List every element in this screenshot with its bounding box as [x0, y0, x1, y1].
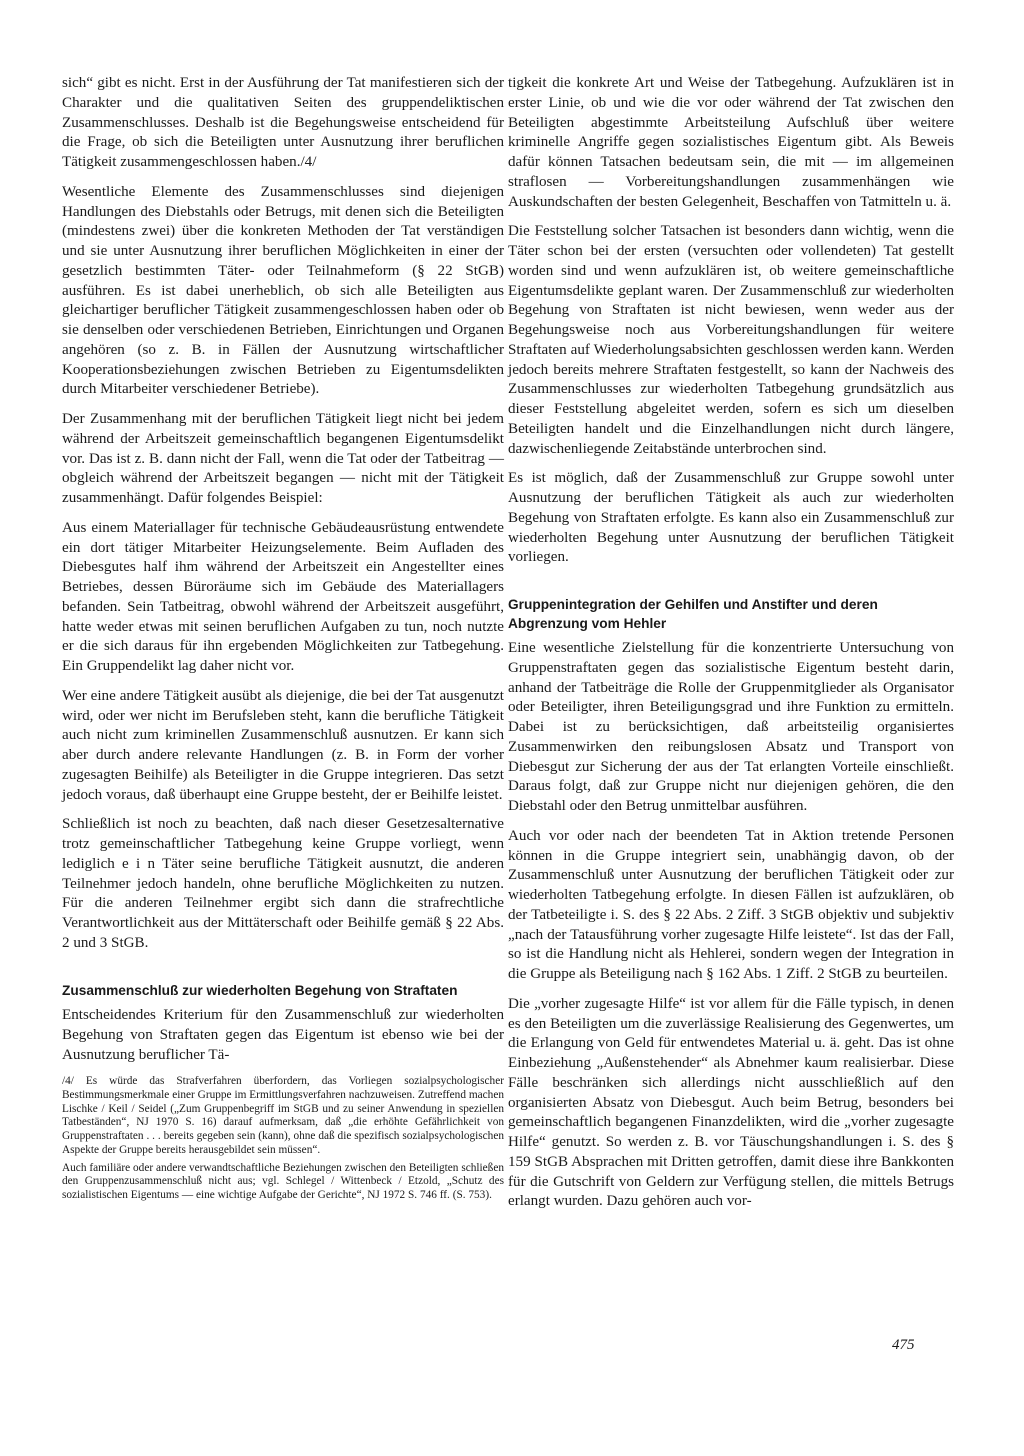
body-paragraph: Eine wesentliche Zielstellung für die konzentrierte Untersuchung von Gruppenstraftaten gegen das sozialistische Eigentum besteht darin, anhand der Tatbeiträge die Rolle der Gruppenmitglieder als Organisator oder Beteiligter, ihren Beteiligungsgrad und ihre Funktion zu ermitteln. Dabei ist zu berücksichtigen, daß arbeitsteilig organisiertes Zusammenwirken den reibungslosen Absatz und Transport von Diebesgut zur Sicherung der aus der Tat erlangten Vorteile einschließt. Daraus folgt, daß zur Gruppe nicht nur diejenigen gehören, die den Diebstahl oder den Betrug unmittelbar ausführen. — [508, 640, 954, 815]
body-paragraph: Wer eine andere Tätigkeit ausübt als diejenige, die bei der Tat ausgenutzt wird, oder wer nicht im Berufsleben steht, kann die berufliche Tätigkeit auch nicht zum kriminellen Zusammenschluß ausnutzen. Er kann sich aber durch andere relevante Handlungen (z. B. in Form der vorher zugesagten Beihilfe) als Beteiligter in die Gruppe integrieren. Das setzt jedoch voraus, daß überhaupt eine Gruppe besteht, der er Beihilfe leistet. — [62, 687, 504, 803]
footnote: Auch familiäre oder andere verwandtschaftliche Beziehungen zwischen den Beteiligten schließen den Gruppenzusammenschluß nicht aus; vgl. Schlegel / Wittenbeck / Etzold, „Schutz des sozialistischen Eigentums — eine wichtige Aufgabe der Gerichte“, NJ 1972 S. 746 ff. (S. 753). — [62, 1161, 504, 1201]
left-column — [62, 74, 504, 1207]
body-paragraph: tigkeit die konkrete Art und Weise der Tatbegehung. Aufzuklären ist in erster Linie, ob und wie die vor oder während der Tat zwischen den Beteiligten abgestimmte Arbeitsteilung Aufschluß über weitere kriminelle Angriffe gegen sozialistisches Eigentum gibt. Als Beweis dafür können Tatsachen bedeutsam sein, die mit — im allgemeinen straflosen — Vorbereitungshandlungen zusammenhängen wie Auskundschaften der besten Gelegenheit, Beschaffen von Tatmitteln u. ä. — [508, 75, 954, 210]
body-paragraph: Entscheidendes Kriterium für den Zusammenschluß zur wiederholten Begehung von Straftaten gegen das Eigentum ist ebenso wie bei der Ausnutzung beruflicher Tä- — [62, 1007, 504, 1063]
footnotes — [62, 1075, 504, 1202]
body-paragraph: Schließlich ist noch zu beachten, daß nach dieser Gesetzesalternative trotz gemeinschaftlicher Tatbegehung keine Gruppe vorliegt, wenn lediglich e i n Täter seine berufliche Tätigkeit ausnutzt, die anderen Teilnehmer jedoch handeln, ohne berufliche Möglichkeiten zu nutzen. Für die anderen Teilnehmer ergibt sich dann die strafrechtliche Verantwortlichkeit aus der Mittäterschaft oder Beihilfe gemäß § 22 Abs. 2 und 3 StGB. — [62, 816, 504, 951]
body-paragraph: Aus einem Materiallager für technische Gebäudeausrüstung entwendete ein dort tätiger Mitarbeiter Heizungselemente. Beim Aufladen des Diebesgutes half ihm während der Arbeitszeit ein Angestellter eines Betriebes, dessen Büroräume sich im Gebäude des Materiallagers befanden. Sein Tatbeitrag, obwohl während der Arbeitszeit ausgeführt, hatte weder etwas mit seinen beruflichen Aufgaben zu tun, noch nutzte er die sich daraus für ihn ergebenden Möglichkeiten zur Tatbegehung. Ein Gruppendelikt lag daher nicht vor. — [62, 519, 504, 674]
body-paragraph: Der Zusammenhang mit der beruflichen Tätigkeit liegt nicht bei jedem während der Arbeitszeit gemeinschaftlich begangenen Eigentumsdelikt vor. Das ist z. B. dann nicht der Fall, wenn die Tat oder der Tatbeitrag — obgleich während der Arbeitszeit begangen — nicht mit der Tätigkeit zusammenhängt. Dafür folgendes Beispiel: — [62, 411, 504, 506]
body-paragraph: Die „vorher zugesagte Hilfe“ ist vor allem für die Fälle typisch, in denen es den Beteiligten um die zuverlässige Realisierung des Gegenwertes, um die Erlangung von Geld für entwendetes Material u. ä. geht. Das ist ohne Einbeziehung „Außenstehender“ als Abnehmer kaum realisierbar. Diese Fälle beschränken sich allerdings nicht ausschließlich auf den organisierten Absatz von Diebesgut. Auch beim Betrug, besonders bei gemeinschaftlich begangenen Finanzdelikten, wird die „vorher zugesagte Hilfe“ genutzt. So werden z. B. vor Täuschungshandlungen i. S. des § 159 StGB Absprachen mit Dritten getroffen, damit diese ihre Bankkonten für die Gutschrift von Geldern zur Verfügung stellen, die mittels Betrugs erlangt wurden. Dazu gehören auch vor- — [508, 995, 954, 1210]
page-number: 475 — [892, 1337, 915, 1353]
body-paragraph: Auch vor oder nach der beendeten Tat in Aktion tretende Personen können in die Gruppe integriert sein, unabhängig davon, ob der Zusammenschluß unter Ausnutzung der beruflichen Tätigkeit oder zur wiederholten Tatbegehung erfolgte. In diesen Fällen ist aufzuklären, ob der Tatbeteiligte i. S. des § 22 Abs. 2 Ziff. 3 StGB objektiv und subjektiv „nach der Tatausführung vorher zugesagte Hilfe leistete“. Ist das der Fall, so ist die Handlung nicht als Hehlerei, sondern wegen der Integration in die Gruppe als Beteiligung nach § 162 Abs. 1 Ziff. 2 StGB zu beurteilen. — [508, 827, 954, 983]
body-paragraph: sich“ gibt es nicht. Erst in der Ausführung der Tat manifestieren sich der Charakter und die qualitativen Seiten des gruppendeliktischen Zusammenschlusses. Deshalb ist die Begehungsweise entscheidend für die Frage, ob sich die Beteiligten unter Ausnutzung ihrer beruflichen Tätigkeit zusammengeschlossen haben./4/ — [62, 75, 504, 170]
body-paragraph: Es ist möglich, daß der Zusammenschluß zur Gruppe sowohl unter Ausnutzung der beruflichen Tätigkeit als auch zur wiederholten Begehung von Straftaten erfolgte. Es kann also ein Zusammenschluß zur wiederholten Begehung unter Ausnutzung der beruflichen Tätigkeit vorliegen. — [508, 470, 954, 566]
right-column — [508, 74, 954, 1222]
body-paragraph: Wesentliche Elemente des Zusammenschlusses sind diejenigen Handlungen des Diebstahls oder Betrugs, mit denen sich die Beteiligten (mindestens zwei) über die konkreten Methoden der Tat verständigen und sie unter Ausnutzung ihrer beruflichen Möglichkeiten in einer der gesetzlich bestimmten Täter- oder Teilnahmeform (§ 22 StGB) ausführen. Es ist dabei unerheblich, ob sich alle Beteiligten aus gleichartiger beruflicher Tätigkeit zusammengeschlossen haben oder ob sie denselben oder verschiedenen Betrieben, Einrichtungen und Organen angehören (so z. B. in Fällen der Ausnutzung wirtschaftlicher Kooperationsbeziehungen zwischen Betrieben zu Eigentumsdelikten durch Mitarbeiter verschiedener Betriebe). — [62, 183, 504, 398]
section-heading: Zusammenschluß zur wiederholten Begehung von Straftaten — [62, 982, 458, 998]
body-paragraph: Die Feststellung solcher Tatsachen ist besonders dann wichtig, wenn die Täter schon bei der ersten (versuchten oder vollendeten) Tat gestellt worden sind und wenn aufzuklären ist, ob weitere gemeinschaftliche Eigentumsdelikte geplant waren. Der Zusammenschluß zur wiederholten Begehung von Straftaten ist nicht bewiesen, wenn weder aus der Begehungsweise noch aus Vorbereitungshandlungen für weitere Straftaten auf Wiederholungsabsichten geschlossen werden kann. Werden jedoch bereits mehrere Straftaten festgestellt, so kann der Nachweis des Zusammenschlusses zur wiederholten Tatbegehung grundsätzlich aus dieser Feststellung abgeleitet werden, sofern es sich um dieselben Beteiligten handelt und die Einzelhandlungen nicht durch längere, dazwischenliegende Zeitabstände unterbrochen sind. — [508, 223, 954, 457]
footnote: /4/ Es würde das Strafverfahren überfordern, das Vorliegen sozialpsychologischer Bestimmungsmerkmale einer Gruppe im Ermittlungsverfahren nachzuweisen. Zutreffend machen Lischke / Keil / Seidel („Zum Gruppenbegriff im StGB und zu seiner Anwendung in speziellen Tatbeständen“, NJ 1970 S. 16) darauf aufmerksam, daß „die erhöhte Gefährlichkeit von Gruppenstraftaten . . . bereits gegeben sein (kann), ohne daß die spezifisch sozialpsychologischen Aspekte der Gruppe bereits herausgebildet sein müssen“. — [62, 1075, 504, 1156]
section-heading: Gruppenintegration der Gehilfen und Anstifter und deren Abgrenzung vom Hehler — [508, 597, 878, 631]
